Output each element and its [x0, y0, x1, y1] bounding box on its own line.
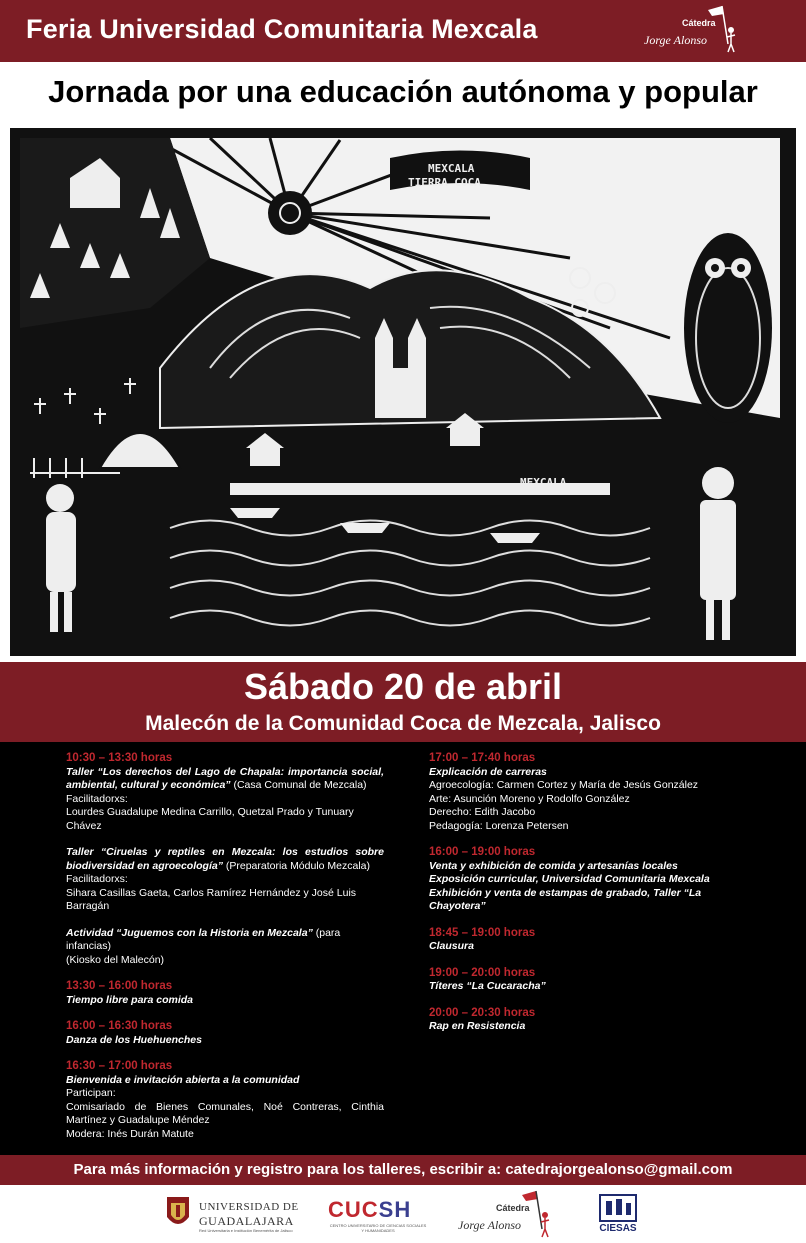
program-section: [0, 742, 806, 1155]
svg-text:Cátedra: Cátedra: [496, 1203, 530, 1213]
program-item: [429, 927, 759, 954]
ciesas-logo: CIESAS: [596, 1191, 640, 1237]
time-label: 20:00 – 20:30 horas: [429, 1006, 536, 1019]
time-label: 19:00 – 20:00 horas: [429, 966, 536, 979]
time-label: 10:30 – 13:30 horas: [66, 752, 173, 764]
program-item: 17:00 – 17:40 horas Explicación de carreras Agroecología: Carmen Cortez y María de Jesús González Arte: Asunción Moreno y Rodolfo González Derecho: Edith Jacobo Pedagogía: Lorenza Petersen: [429, 752, 759, 833]
activity-title: Taller “Los derechos del Lago de Chapala: importancia social, ambiental, cultural y económica”: [66, 765, 384, 791]
program-item: [429, 967, 759, 994]
sponsor-logos: [0, 1185, 806, 1243]
woodcut-illustration: [10, 128, 796, 656]
fair-title: Feria Universidad Comunitaria Mexcala: [26, 14, 538, 44]
info-banner: [0, 1155, 806, 1185]
activity-title: Clausura: [429, 940, 474, 952]
date-banner: [0, 662, 806, 742]
activity-title: Danza de los Huehuenches: [66, 1033, 202, 1046]
activity-title: Actividad “Juguemos con la Historia en Mezcala”: [66, 926, 313, 939]
svg-text:Cátedra: Cátedra: [682, 18, 716, 28]
activity-title: Exposición curricular, Universidad Comunitaria Mexcala: [429, 873, 710, 885]
program-right-column: [429, 752, 759, 1047]
time-label: 16:30 – 17:00 horas: [66, 1060, 173, 1072]
program-left-column: [66, 752, 384, 1154]
program-item: 10:30 – 13:30 horas Taller “Los derechos del Lago de Chapala: importancia social, ambiental, cultural y económica” (Casa Comunal de Mezcala) Facilitadorxs: Lourdes Guadalupe Medina Carrillo, Quetzal Prado y Tunuary Chávez: [66, 752, 384, 832]
svg-text:TIERRA COCA: TIERRA COCA: [408, 176, 481, 189]
activity-title: Explicación de carreras: [429, 765, 547, 778]
headline: Jornada por una educación autónoma y popular: [48, 74, 758, 109]
svg-text:MEXCALA: MEXCALA: [520, 476, 567, 489]
catedra-jorge-alonso-logo: [638, 4, 748, 56]
headline-area: [0, 62, 806, 120]
cucsh-logo: CUCSH CENTRO UNIVERSITARIO DE CIENCIAS SOCIALES Y HUMANIDADES: [328, 1197, 427, 1233]
time-label: 18:45 – 19:00 horas: [429, 926, 536, 939]
program-item: [66, 980, 384, 1007]
top-banner: [0, 0, 806, 62]
time-label: 16:00 – 19:00 horas: [429, 846, 536, 858]
program-item: Actividad “Juguemos con la Historia en Mezcala” (para infancias) (Kiosko del Malecón): [66, 926, 341, 966]
activity-title: Venta y exhibición de comida y artesanías locales: [429, 859, 678, 872]
contact-info[interactable]: Para más información y registro para los talleres, escribir a: catedrajorgealonso@gmail.com: [73, 1161, 733, 1178]
svg-text:Jorge Alonso: Jorge Alonso: [644, 33, 707, 47]
program-item: [429, 1007, 759, 1034]
svg-text:Jorge Alonso: Jorge Alonso: [458, 1218, 521, 1232]
woodcut-artwork: [0, 120, 806, 662]
time-label: 17:00 – 17:40 horas: [429, 752, 536, 764]
program-item: [429, 846, 759, 914]
event-date: Sábado 20 de abril: [243, 666, 563, 707]
sun-icon: [268, 191, 312, 235]
building-icon: [596, 1191, 640, 1223]
time-label: 13:30 – 16:00 horas: [66, 980, 173, 992]
program-item: 16:30 – 17:00 horas Bienvenida e invitación abierta a la comunidad Participan: Comisariado de Bienes Comunales, Noé Contreras, Cinthia Martínez y Guadalupe Méndez Modera: Inés Durán Matute: [66, 1060, 384, 1140]
udg-logo: UNIVERSIDAD DE GUADALAJARA Red Universitaria e Institución Benemérita de Jalisco: [165, 1195, 305, 1235]
catedra-jorge-alonso-logo: [452, 1189, 562, 1241]
program-item: [66, 1020, 384, 1047]
time-label: 16:00 – 16:30 horas: [66, 1020, 173, 1032]
event-venue: Malecón de la Comunidad Coca de Mezcala, Jalisco: [145, 712, 661, 735]
svg-text:MEXCALA: MEXCALA: [428, 162, 475, 175]
activity-title: Exhibición y venta de estampas de grabado, Taller “La Chayotera”: [429, 886, 702, 912]
program-item: Taller “Ciruelas y reptiles en Mezcala: los estudios sobre biodiversidad en agroecología” (Preparatoria Módulo Mezcala) Facilitadorxs: Sihara Casillas Gaeta, Carlos Ramírez Hernández y José Luis Barragán: [66, 846, 384, 912]
activity-title: Rap en Resistencia: [429, 1020, 526, 1032]
owl-icon: [684, 233, 772, 423]
activity-title: Tiempo libre para comida: [66, 993, 194, 1006]
shield-icon: [165, 1195, 191, 1231]
activity-title: Títeres “La Cucaracha”: [429, 980, 546, 992]
activity-title: Bienvenida e invitación abierta a la comunidad: [66, 1073, 300, 1086]
activity-title: Taller “Ciruelas y reptiles en Mezcala: los estudios sobre biodiversidad en agroecología”: [66, 846, 384, 872]
